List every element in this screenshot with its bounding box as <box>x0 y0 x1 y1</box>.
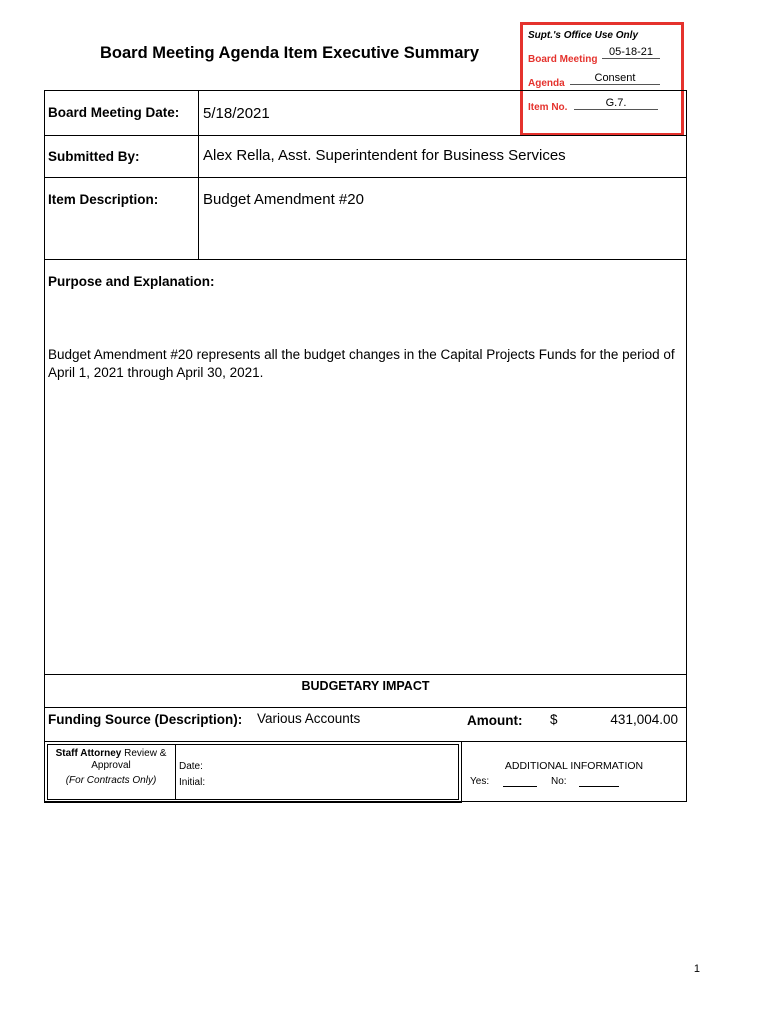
board-meeting-value: 05-18-21 <box>602 46 660 59</box>
attorney-approval: Approval <box>91 760 131 771</box>
office-use-header: Supt.'s Office Use Only <box>528 30 638 41</box>
amount-label: Amount: <box>467 713 523 728</box>
additional-yes-label: Yes: <box>470 776 490 787</box>
attorney-initial-label: Initial: <box>179 777 206 788</box>
meeting-date-label: Board Meeting Date: <box>48 105 180 120</box>
staff-attorney-bold: Staff Attorney <box>55 748 122 759</box>
purpose-text: Budget Amendment #20 represents all the budget changes in the Capital Projects Funds for the period of April 1, 2021 through April 30, 2021. <box>48 347 675 380</box>
item-no-label: Item No. <box>528 102 568 113</box>
attorney-date-label: Date: <box>179 761 203 772</box>
item-description-value: Budget Amendment #20 <box>203 191 364 208</box>
currency-symbol: $ <box>550 712 558 727</box>
additional-info-header: ADDITIONAL INFORMATION <box>504 760 644 772</box>
attorney-contracts-note: (For Contracts Only) <box>65 775 157 786</box>
funding-source-label: Funding Source (Description): <box>48 712 243 727</box>
funding-source-value: Various Accounts <box>257 711 361 726</box>
yes-blank <box>503 786 537 787</box>
meeting-date-value: 5/18/2021 <box>203 105 270 122</box>
staff-attorney-rest: Review & <box>121 748 167 759</box>
submitted-by-value: Alex Rella, Asst. Superintendent for Business Services <box>203 147 566 164</box>
submitted-by-label: Submitted By: <box>48 149 140 164</box>
item-description-label: Item Description: <box>48 192 159 207</box>
amount-value: 431,004.00 <box>610 712 678 727</box>
page-title: Board Meeting Agenda Item Executive Summary <box>100 44 479 62</box>
item-no-value: G.7. <box>574 97 658 110</box>
attorney-review-title <box>50 746 172 761</box>
purpose-label: Purpose and Explanation: <box>48 274 215 289</box>
no-blank <box>579 786 619 787</box>
agenda-value: Consent <box>570 72 660 85</box>
board-meeting-label: Board Meeting <box>528 54 598 65</box>
page-number: 1 <box>693 963 700 975</box>
additional-no-label: No: <box>551 776 567 787</box>
budgetary-impact-header: BUDGETARY IMPACT <box>301 679 430 693</box>
agenda-label: Agenda <box>528 78 565 89</box>
